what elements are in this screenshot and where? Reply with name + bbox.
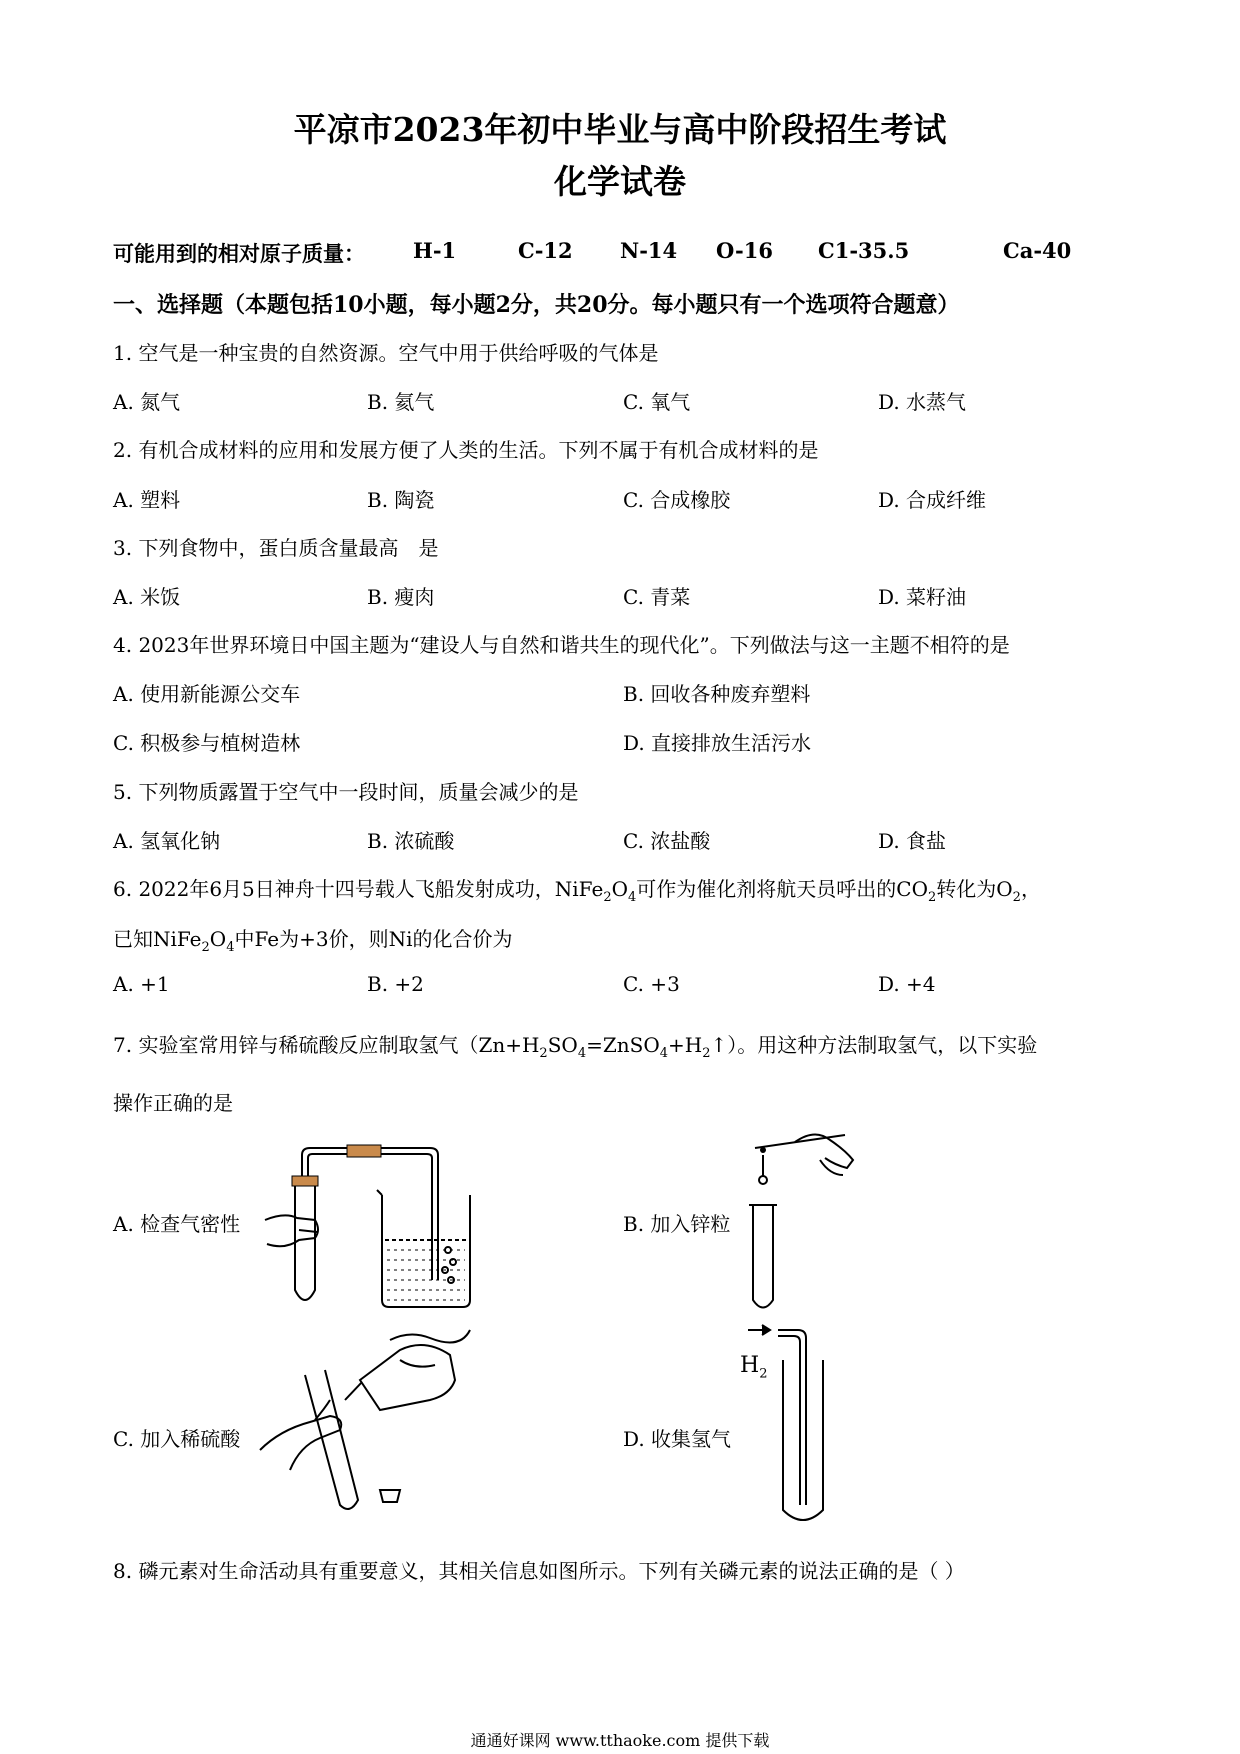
question-4-option-c: C. 积极参与植树造林	[113, 731, 301, 755]
question-3-option-c: C. 青菜	[623, 585, 691, 609]
question-1-option-b: B. 氦气	[367, 390, 435, 414]
atomic-mass-item: H-1	[413, 238, 457, 263]
question-3-option-a: A. 米饭	[113, 585, 181, 609]
question-6-option-a: A. +1	[113, 972, 170, 996]
atomic-mass-label: 可能用到的相对原子质量：	[113, 241, 365, 266]
question-2-option-b: B. 陶瓷	[367, 488, 435, 512]
atomic-mass-item: C1-35.5	[818, 238, 910, 263]
figure-add-acid	[250, 1320, 480, 1520]
question-6-stem-line-1: 6. 2022年6月5日神舟十四号载人飞船发射成功，$NiFe_2O_4$可作为催化剂将航天员呼出的$CO_2$转化为$O_2$，	[113, 877, 1041, 905]
question-2-option-d: D. 合成纤维	[878, 488, 987, 512]
question-7-option-d: D. 收集氢气	[623, 1427, 732, 1451]
question-1-stem: 1. 空气是一种宝贵的自然资源。空气中用于供给呼吸的气体是	[113, 341, 659, 365]
question-3-option-b: B. 瘦肉	[367, 585, 435, 609]
question-1-option-d: D. 水蒸气	[878, 390, 967, 414]
page-footer: 通通好课网 www.tthaoke.com 提供下载	[470, 1731, 770, 1750]
question-3-option-d: D. 菜籽油	[878, 585, 967, 609]
exam-subtitle: 化学试卷	[554, 162, 686, 201]
question-4-stem: 4. 2023年世界环境日中国主题为“建设人与自然和谐共生的现代化”。下列做法与这一主题不相符的是	[113, 633, 1010, 657]
question-2-stem: 2. 有机合成材料的应用和发展方便了人类的生活。下列不属于有机合成材料的是	[113, 438, 819, 462]
atomic-mass-item: C-12	[518, 238, 573, 263]
question-2-option-c: C. 合成橡胶	[623, 488, 731, 512]
question-8-stem: 8. 磷元素对生命活动具有重要意义，其相关信息如图所示。下列有关磷元素的说法正确的是（ ）	[113, 1559, 965, 1583]
figure-add-zinc	[735, 1130, 865, 1315]
question-4-option-d: D. 直接排放生活污水	[623, 731, 812, 755]
question-5-stem: 5. 下列物质露置于空气中一段时间，质量会减少的是	[113, 780, 579, 804]
atomic-mass-item: N-14	[620, 238, 678, 263]
section-heading: 一、选择题（本题包括10小题，每小题2分，共20分。每小题只有一个选项符合题意）	[113, 292, 960, 318]
question-1-option-c: C. 氧气	[623, 390, 691, 414]
question-6-option-d: D. +4	[878, 972, 936, 996]
exam-title: 平凉市2023年初中毕业与高中阶段招生考试	[293, 110, 947, 149]
atomic-mass-item: O-16	[716, 238, 774, 263]
question-5-option-a: A. 氢氧化钠	[113, 829, 221, 853]
question-7-stem-line-1: 7. 实验室常用锌与稀硫酸反应制取氢气$(Zn+H_2SO_4=ZnSO_4+H_2↑)$。用这种方法制取氢气，以下实验	[113, 1033, 1038, 1061]
question-4-option-b: B. 回收各种废弃塑料	[623, 682, 811, 706]
question-7-option-c: C. 加入稀硫酸	[113, 1427, 241, 1451]
figure-collect-hydrogen	[738, 1320, 848, 1525]
question-5-option-c: C. 浓盐酸	[623, 829, 711, 853]
question-3-stem: 3. 下列食物中，蛋白质含量最高 是	[113, 536, 439, 560]
question-7-option-b: B. 加入锌粒	[623, 1212, 731, 1236]
hydrogen-label: $H_2$	[740, 1353, 768, 1382]
question-6-option-b: B. +2	[367, 972, 424, 996]
question-6-stem-line-2: 已知$NiFe_2O_4$中Fe为+3价，则Ni的化合价为	[113, 927, 513, 955]
question-5-option-b: B. 浓硫酸	[367, 829, 455, 853]
question-7-option-a: A. 检查气密性	[113, 1212, 241, 1236]
question-6-option-c: C. +3	[623, 972, 680, 996]
question-5-option-d: D. 食盐	[878, 829, 947, 853]
question-1-option-a: A. 氮气	[113, 390, 181, 414]
figure-airtightness-check	[255, 1140, 535, 1315]
question-4-option-a: A. 使用新能源公交车	[113, 682, 301, 706]
question-7-stem-line-2: 操作正确的是	[113, 1091, 233, 1115]
atomic-mass-item: Ca-40	[1003, 238, 1072, 263]
question-2-option-a: A. 塑料	[113, 488, 181, 512]
